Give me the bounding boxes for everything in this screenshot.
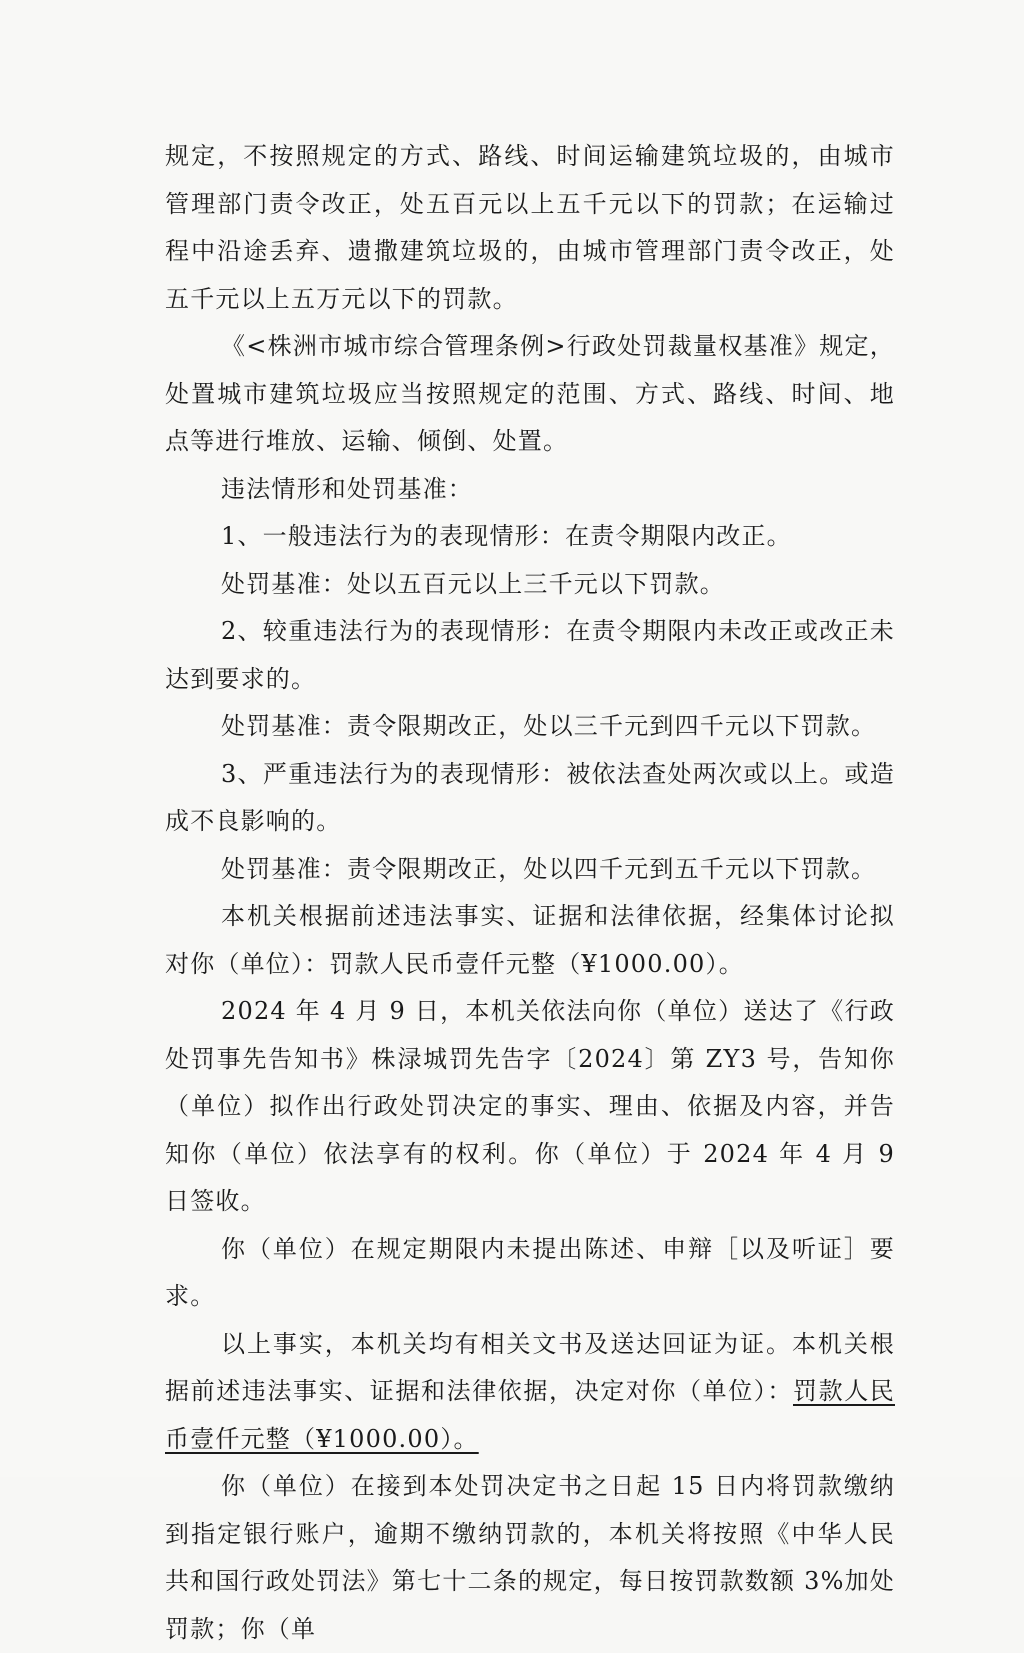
paragraph-general-penalty: 处罚基准：处以五百元以上三千元以下罚款。 [221, 569, 725, 598]
decision-fine-amount: 罚款人民币壹仟元整（¥1000.00）。 [165, 1377, 895, 1453]
paragraph-proposed-penalty: 本机关根据前述违法事实、证据和法律依据，经集体讨论拟对你（单位）：罚款人民币壹仟元整（¥1000.00）。 [165, 902, 895, 978]
paragraph-serious-violation: 2、较重违法行为的表现情形：在责令期限内未改正或改正未达到要求的。 [165, 617, 895, 693]
paragraph-discretion-standard: 《<株洲市城市综合管理条例>行政处罚裁量权基准》规定，处置城市建筑垃圾应当按照规定的范围、方式、路线、时间、地点等进行堆放、运输、倾倒、处置。 [165, 332, 895, 455]
paragraph-no-statement: 你（单位）在规定期限内未提出陈述、申辩［以及听证］要求。 [165, 1234, 895, 1310]
decision-text: 以上事实，本机关均有相关文书及送达回证为证。本机关根据前述违法事实、证据和法律依据，决定对你（单位）： [165, 1329, 895, 1405]
paragraph-payment-instructions: 你（单位）在接到本处罚决定书之日起 15 日内将罚款缴纳到指定银行账户，逾期不缴纳罚款的，本机关将按照《中华人民共和国行政处罚法》第七十二条的规定，每日按罚款数额 3%加处罚款；你（单 [165, 1472, 895, 1643]
paragraph-general-violation: 1、一般违法行为的表现情形：在责令期限内改正。 [221, 522, 792, 550]
paragraph-serious-penalty: 处罚基准：责令限期改正，处以三千元到四千元以下罚款。 [221, 712, 877, 740]
paragraph-decision [165, 1321, 895, 1464]
paragraph-violation-heading: 违法情形和处罚基准： [221, 474, 473, 503]
paragraph-penalty-rule: 规定，不按照规定的方式、路线、时间运输建筑垃圾的，由城市管理部门责令改正，处五百元以上五千元以下的罚款；在运输过程中沿途丢弃、遗撒建筑垃圾的，由城市管理部门责令改正，处五千元以上五万元以下的罚款。 [165, 142, 895, 313]
paragraph-severe-violation: 3、严重违法行为的表现情形：被依法查处两次或以上。或造成不良影响的。 [165, 759, 895, 835]
paragraph-severe-penalty: 处罚基准：责令限期改正，处以四千元到五千元以下罚款。 [221, 854, 877, 883]
document-body [165, 133, 895, 1653]
paragraph-notice-delivery: 2024 年 4 月 9 日，本机关依法向你（单位）送达了《行政处罚事先告知书》株渌城罚先告字〔2024〕第 ZY3 号，告知你（单位）拟作出行政处罚决定的事实、理由、依据及内容，并告知你（单位）依法享有的权利。你（单位）于 2024 年 4 月 9 日签收。 [165, 997, 895, 1215]
